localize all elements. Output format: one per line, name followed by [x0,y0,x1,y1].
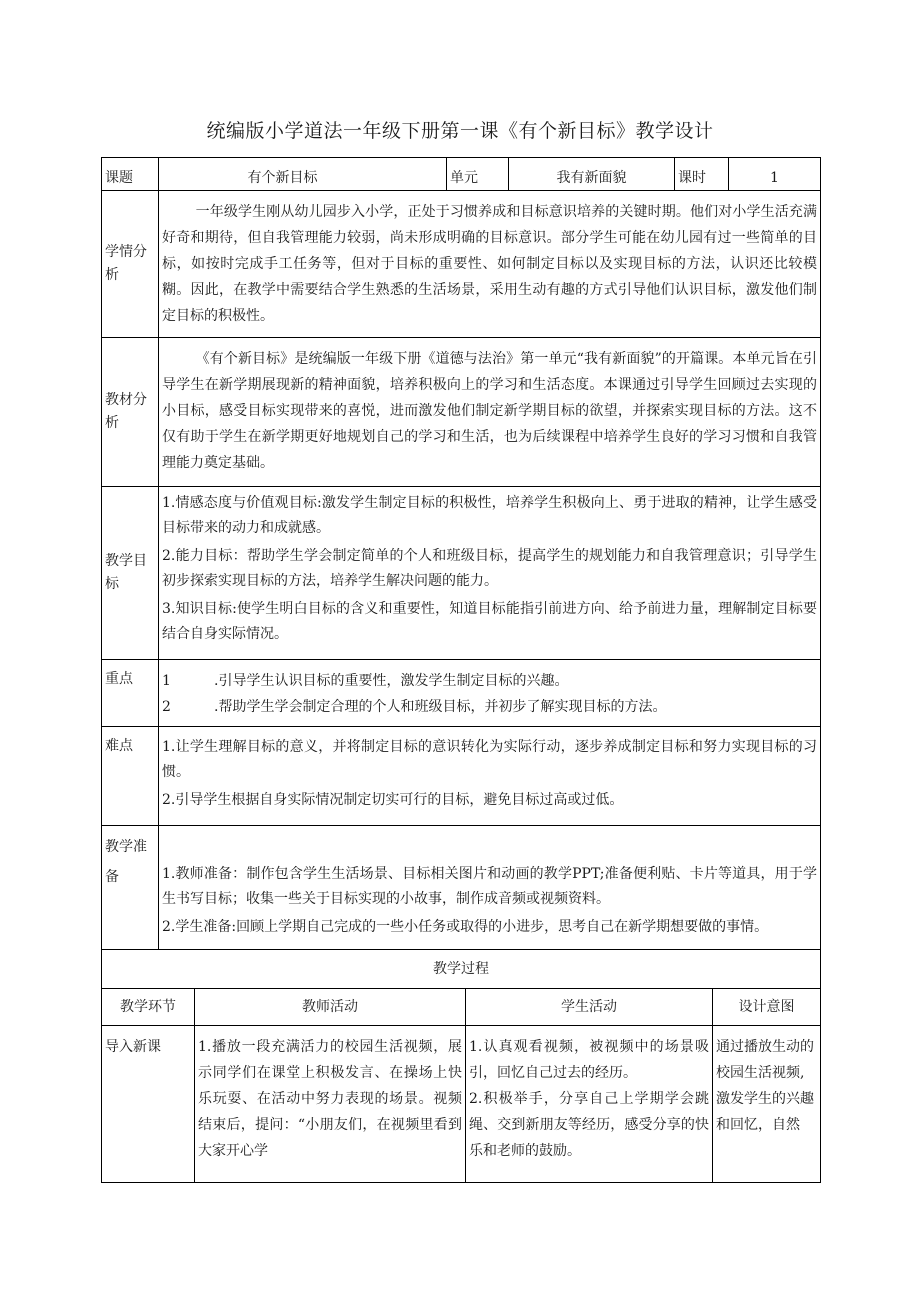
goal-item: 1.情感态度与价值观目标:激发学生制定目标的积极性，培养学生积极向上、勇于进取的精神，让学生感受目标带来的动力和成就感。 [162,495,817,536]
lesson-value: 有个新目标 [159,158,447,191]
process-student-activity [466,1026,713,1183]
period-label: 课时 [675,158,729,191]
process-row [102,1026,821,1183]
preparation-item: 2.学生准备:回顾上学期自己完成的一些小任务或取得的小进步，思考自己在新学期想要做的事情。 [162,919,769,935]
goals-row [102,487,821,660]
unit-label: 单元 [447,158,509,191]
goal-item: 2.能力目标：帮助学生学会制定简单的个人和班级目标，提高学生的规划能力和自我管理意识；引导学生初步探索实现目标的方法，培养学生解决问题的能力。 [162,548,817,589]
key-point-item [162,694,817,720]
key-point-number: 1 [162,673,171,689]
key-point-text: .帮助学生学会制定合理的个人和班级目标，并初步了解实现目标的方法。 [214,699,667,715]
lesson-label: 课题 [102,158,159,191]
info-table [101,157,821,989]
student-activity-item: 2.积极举手，分享自己上学期学会跳绳、交到新朋友等经历，感受分享的快乐和老师的鼓励。 [469,1091,709,1159]
students-text: 一年级学生刚从幼儿园步入小学，正处于习惯养成和目标意识培养的关键时期。他们对小学生活充满好奇和期待，但自我管理能力较弱，尚未形成明确的目标意识。部分学生可能在幼儿园有过一些简单的目标，如按时完成手工任务等，但对于目标的重要性、如何制定目标以及实现目标的方法，认识还比较模糊。因此，在教学中需要结合学生熟悉的生活场景，采用生动有趣的方式引导他们认识目标，激发他们制定目标的积极性。 [159,191,821,338]
process-teacher-activity: 1.播放一段充满活力的校园生活视频，展示同学们在课堂上积极发言、在操场上快乐玩耍、在活动中努力表现的场景。视频结束后，提问：“小朋友们，在视频里看到大家开心学 [195,1026,466,1183]
process-title: 教学过程 [102,950,821,989]
students-label: 学情分析 [102,191,159,338]
process-header-intent: 设计意图 [713,989,821,1026]
material-label: 教材分析 [102,338,159,487]
students-row [102,191,821,338]
key-point-item [162,668,817,694]
difficulties-label: 难点 [102,727,159,826]
process-header-row [102,989,821,1026]
process-intent: 通过播放生动的校园生活视频,激发学生的兴趣和回忆，自然 [713,1026,821,1183]
process-table [101,988,821,1183]
key-points-content [159,660,821,727]
key-points-label: 重点 [102,660,159,727]
goal-item: 3.知识目标:使学生明白目标的含义和重要性，知道目标能指引前进方向、给予前进力量，理解制定目标要结合自身实际情况。 [162,601,817,642]
process-title-row [102,950,821,989]
key-points-row [102,660,821,727]
header-row [102,158,821,191]
difficulties-row [102,727,821,826]
material-text: 《有个新目标》是统编版一年级下册《道德与法治》第一单元“我有新面貌”的开篇课。本单元旨在引导学生在新学期展现新的精神面貌，培养积极向上的学习和生活态度。本课通过引导学生回顾过去实现的小目标，感受目标实现带来的喜悦，进而激发他们制定新学期目标的欲望，并探索实现目标的方法。这不仅有助于学生在新学期更好地规划自己的学习和生活，也为后续课程中培养学生良好的学习习惯和自我管理能力奠定基础。 [159,338,821,487]
key-point-number: 2 [162,699,171,715]
key-point-text: .引导学生认识目标的重要性，激发学生制定目标的兴趣。 [214,673,569,689]
process-header-student: 学生活动 [466,989,713,1026]
goals-label: 教学目标 [102,487,159,660]
difficulties-content [159,727,821,826]
page-title: 统编版小学道法一年级下册第一课《有个新目标》教学设计 [206,120,714,142]
preparation-label: 教学准备 [102,826,159,950]
process-header-stage: 教学环节 [102,989,195,1026]
material-row [102,338,821,487]
preparation-content [159,826,821,950]
process-header-teacher: 教师活动 [195,989,466,1026]
student-activity-item: 1.认真观看视频，被视频中的场景吸引，回忆自己过去的经历。 [469,1039,709,1081]
lesson-plan-sheet [101,157,820,1183]
period-value: 1 [729,158,821,191]
difficulty-item: 1.让学生理解目标的意义，并将制定目标的意识转化为实际行动，逐步养成制定目标和努力实现目标的习惯。 [162,739,817,780]
unit-value: 我有新面貌 [509,158,675,191]
difficulty-item: 2.引导学生根据自身实际情况制定切实可行的目标，避免目标过高或过低。 [162,792,624,808]
preparation-row [102,826,821,950]
goals-content [159,487,821,660]
preparation-item: 1.教师准备：制作包含学生生活场景、目标相关图片和动画的教学PPT;准备便利贴、卡片等道具，用于学生书写目标；收集一些关于目标实现的小故事，制作成音频或视频资料。 [162,866,817,907]
process-stage: 导入新课 [102,1026,195,1183]
